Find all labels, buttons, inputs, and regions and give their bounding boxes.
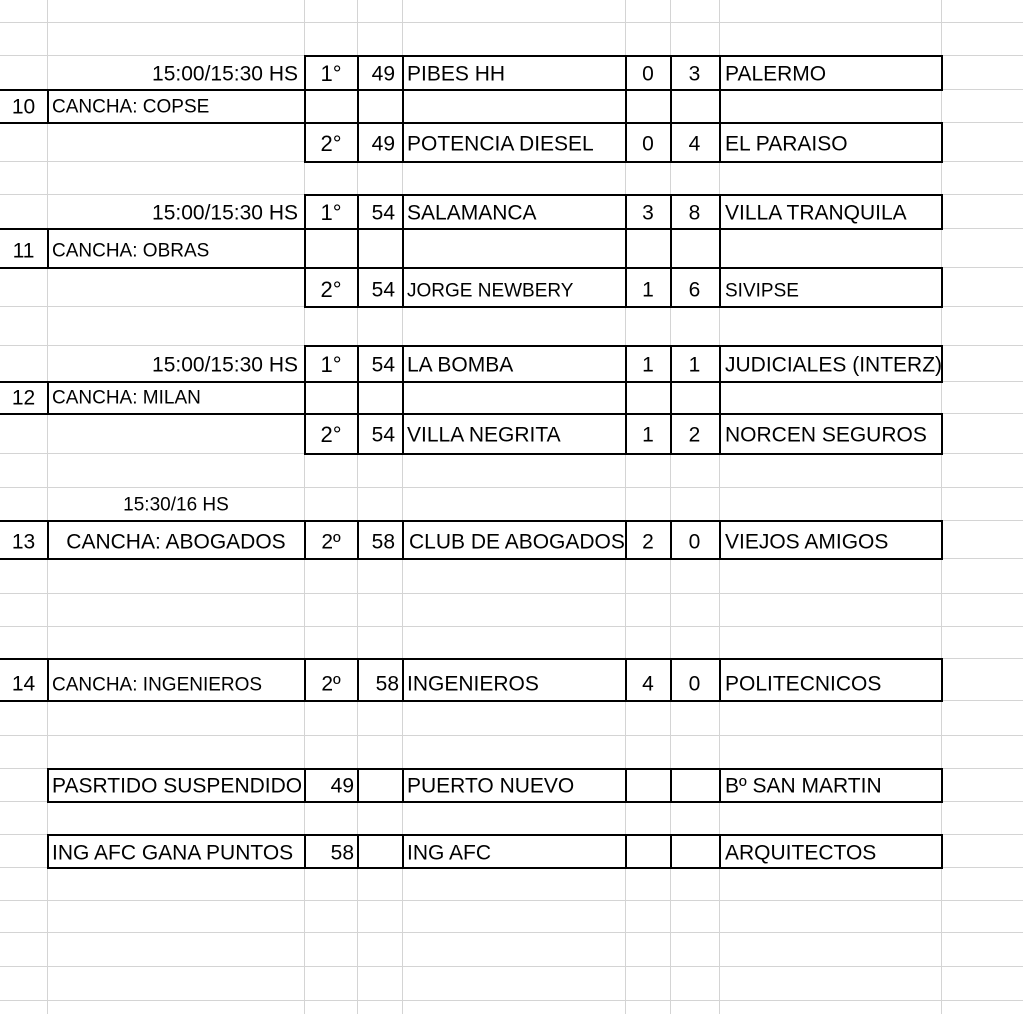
cell-border-vertical [941,413,943,455]
division-cell[interactable]: 2° [320,131,342,156]
row-number-cell[interactable]: 11 [12,239,35,263]
away-team-cell[interactable]: JUDICIALES (INTERZ) [725,353,943,377]
home-team-cell[interactable]: POTENCIA DIESEL [407,132,594,156]
cell-border-horizontal [47,801,943,803]
cell-border-horizontal [0,413,943,415]
home-team-cell[interactable]: INGENIEROS [407,672,539,696]
cell-border-vertical [47,89,49,124]
row-number-cell[interactable]: 12 [11,386,36,410]
category-cell[interactable]: 54 [371,353,395,377]
home-score-cell[interactable]: 0 [642,62,654,86]
home-team-cell[interactable]: VILLA NEGRITA [407,423,561,447]
cell-border-vertical [402,55,404,163]
cell-border-horizontal [0,122,943,124]
home-score-cell[interactable]: 2 [642,530,654,554]
cell-border-horizontal [0,558,943,560]
field-cell[interactable]: CANCHA: INGENIEROS [52,674,263,696]
match-time[interactable]: 15:00/15:30 HS [152,201,298,225]
row-number-cell[interactable]: 14 [11,672,36,696]
home-team-cell[interactable]: JORGE NEWBERY [407,280,574,302]
away-team-cell[interactable]: SIVIPSE [725,280,799,302]
cell-border-vertical [402,834,404,869]
category-cell[interactable]: 54 [371,423,395,447]
category-cell[interactable]: 54 [371,278,395,302]
away-score-cell[interactable]: 0 [688,530,701,554]
field-cell[interactable]: CANCHA: MILAN [52,387,201,409]
division-cell[interactable]: 1° [320,200,342,225]
cell-border-horizontal [47,867,943,869]
gridline-horizontal [0,1000,1023,1001]
away-team-cell[interactable]: POLITECNICOS [725,672,882,696]
cell-border-vertical [719,834,721,869]
cell-border-vertical [941,658,943,702]
away-team-cell[interactable]: VILLA TRANQUILA [725,201,907,225]
cell-border-vertical [719,345,721,455]
category-cell[interactable]: 49 [371,132,395,156]
division-cell[interactable]: 2º [321,530,341,554]
home-team-cell[interactable]: LA BOMBA [407,353,514,377]
division-cell[interactable]: 2° [320,277,342,302]
cell-border-horizontal [47,768,943,770]
away-score-cell[interactable]: 0 [688,672,701,696]
field-cell[interactable]: CANCHA: ABOGADOS [66,530,286,554]
cell-border-vertical [941,520,943,560]
cell-border-horizontal [47,834,943,836]
cell-border-vertical [941,267,943,308]
division-cell[interactable]: 2° [320,422,342,447]
cell-border-vertical [941,834,943,869]
home-team-cell[interactable]: ING AFC [407,841,492,865]
cell-border-horizontal [0,89,943,91]
cell-border-horizontal [0,658,943,660]
home-score-cell[interactable]: 1 [642,278,654,302]
cell-border-horizontal [304,306,943,308]
note-label-cell[interactable]: ING AFC GANA PUNTOS [52,841,294,865]
away-team-cell[interactable]: Bº SAN MARTIN [725,774,882,798]
row-number-cell[interactable]: 10 [11,95,36,119]
category-cell[interactable]: 54 [371,201,395,225]
gridline-horizontal [0,593,1023,594]
gridline-horizontal [0,487,1023,488]
cell-border-vertical [47,658,49,702]
cell-border-vertical [670,834,672,869]
cell-border-vertical [402,768,404,803]
home-score-cell[interactable]: 1 [642,423,654,447]
home-score-cell[interactable]: 4 [642,672,654,696]
cell-border-vertical [670,768,672,803]
match-time[interactable]: 15:00/15:30 HS [152,353,298,377]
cell-border-vertical [402,194,404,308]
cell-border-vertical [47,381,49,415]
gridline-horizontal [0,966,1023,967]
gridline-horizontal [0,626,1023,627]
home-score-cell[interactable]: 0 [642,132,654,156]
cell-border-horizontal [304,55,943,57]
category-cell[interactable]: 58 [375,672,399,696]
cell-border-vertical [625,768,627,803]
away-team-cell[interactable]: EL PARAISO [725,132,848,156]
division-cell[interactable]: 1° [320,352,342,377]
cell-border-horizontal [0,700,943,702]
home-score-cell[interactable]: 3 [642,201,654,225]
category-cell[interactable]: 58 [330,841,354,865]
cell-border-horizontal [0,228,943,230]
cell-border-horizontal [304,161,943,163]
category-cell[interactable]: 49 [330,774,354,798]
cell-border-vertical [47,768,49,803]
away-score-cell[interactable]: 4 [688,132,701,156]
cell-border-vertical [719,55,721,163]
gridline-horizontal [0,22,1023,23]
cell-border-vertical [719,768,721,803]
cell-border-horizontal [0,520,943,522]
division-cell[interactable]: 1° [320,61,342,86]
away-score-cell[interactable]: 6 [688,278,701,302]
row-number-cell[interactable]: 13 [11,530,36,554]
cell-border-vertical [719,658,721,702]
away-score-cell[interactable]: 1 [688,353,701,377]
away-team-cell[interactable]: NORCEN SEGUROS [725,423,927,447]
category-cell[interactable]: 58 [371,530,395,554]
gridline-horizontal [0,932,1023,933]
away-team-cell[interactable]: ARQUITECTOS [725,841,877,865]
cell-border-vertical [47,228,49,269]
cell-border-horizontal [0,381,943,383]
home-score-cell[interactable]: 1 [642,353,654,377]
cell-border-vertical [402,520,404,560]
away-team-cell[interactable]: VIEJOS AMIGOS [725,530,889,554]
home-team-cell[interactable]: PIBES HH [407,62,506,86]
match-time[interactable]: 15:00/15:30 HS [152,62,298,86]
cell-border-vertical [719,520,721,560]
away-score-cell[interactable]: 3 [688,62,701,86]
cell-border-vertical [47,834,49,869]
home-team-cell[interactable]: CLUB DE ABOGADOS [409,530,625,554]
cell-border-vertical [402,345,404,455]
cell-border-vertical [941,55,943,91]
division-cell[interactable]: 2º [321,672,341,696]
cell-border-horizontal [304,453,943,455]
category-cell[interactable]: 49 [371,62,395,86]
note-label-cell[interactable]: PASRTIDO SUSPENDIDO [52,774,303,798]
cell-border-vertical [941,768,943,803]
cell-border-vertical [402,658,404,702]
cell-border-vertical [719,194,721,308]
cell-border-vertical [357,768,359,803]
gridline-horizontal [0,900,1023,901]
field-cell[interactable]: CANCHA: OBRAS [52,240,210,262]
cell-border-horizontal [304,194,943,196]
cell-border-horizontal [0,267,943,269]
cell-border-vertical [357,834,359,869]
away-team-cell[interactable]: PALERMO [725,62,827,86]
match-time[interactable]: 15:30/16 HS [123,494,229,516]
gridline-horizontal [0,735,1023,736]
home-team-cell[interactable]: SALAMANCA [407,201,537,225]
cell-border-vertical [625,834,627,869]
cell-border-horizontal [304,345,943,347]
home-team-cell[interactable]: PUERTO NUEVO [407,774,575,798]
cell-border-vertical [941,194,943,230]
away-score-cell[interactable]: 8 [688,201,701,225]
field-cell[interactable]: CANCHA: COPSE [52,96,210,118]
away-score-cell[interactable]: 2 [688,423,701,447]
cell-border-vertical [941,122,943,163]
